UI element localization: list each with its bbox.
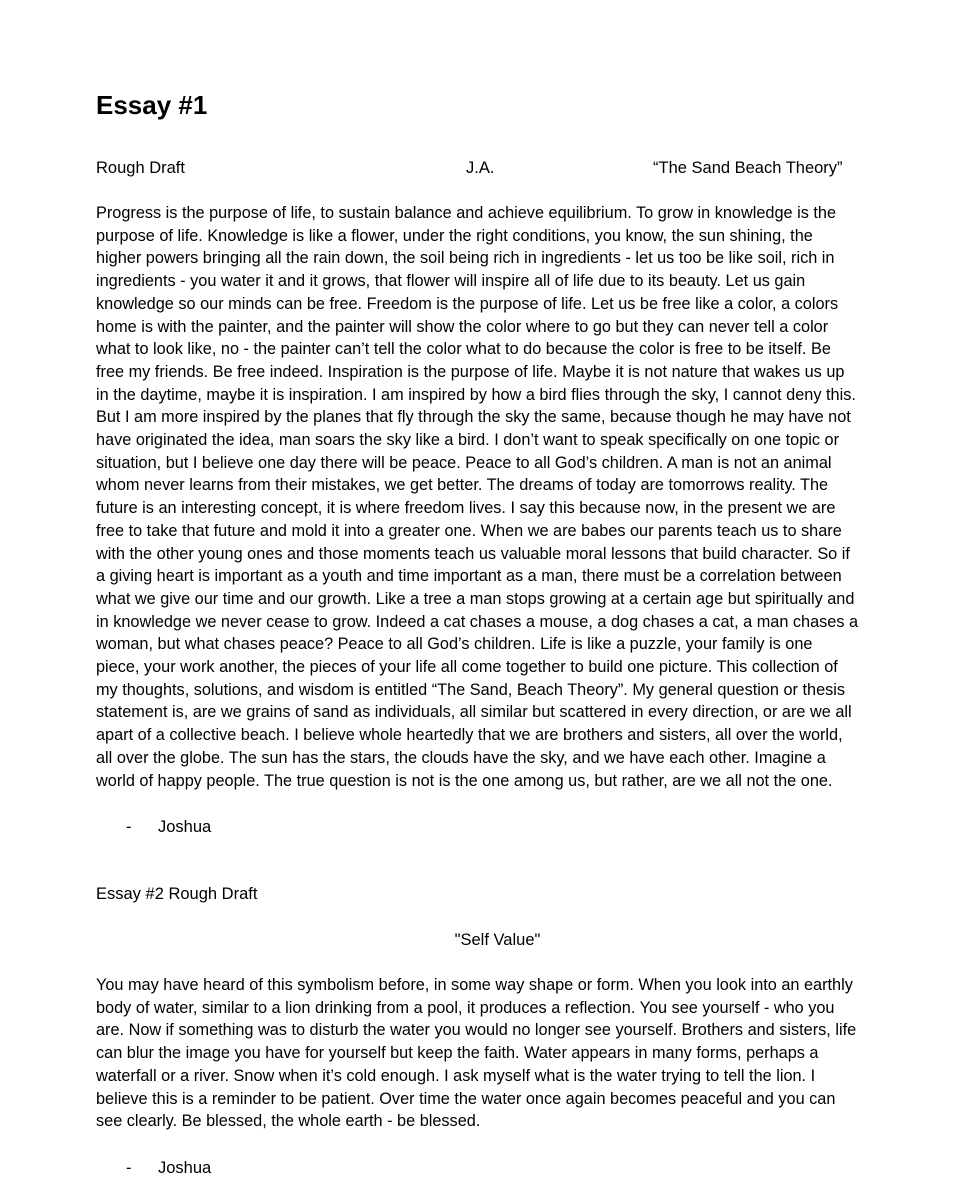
essay2-signature-dash: - (126, 1159, 132, 1177)
essay2-title: "Self Value" (454, 931, 541, 949)
essay1-signature-line (0, 816, 980, 838)
essay2-signature: Joshua (158, 1159, 212, 1177)
essay1-signature-dash: - (126, 818, 132, 836)
essay1-signature: Joshua (158, 818, 212, 836)
essay1-draft-label: Rough Draft (96, 159, 185, 177)
essay1-header-line (0, 157, 980, 179)
essay1-author-initials: J.A. (466, 159, 495, 177)
essay1-title: Essay #1 (96, 90, 208, 120)
essay1-body: Progress is the purpose of life, to sustain balance and achieve equilibrium. To grow in knowledge is the purpose of life. Knowledge is like a flower, under the right conditions, you know, the sun shining, the higher powers bringing all the rain down, the soil being rich in ingredients - let us too be like soil, rich in ingredients - you water it and it grows, that flower will inspire all of life due to its beauty. Let us gain knowledge so our minds can be free. Freedom is the purpose of life. Let us be free like a color, a colors home is with the painter, and the painter will show the color where to go but they can never tell a color what to look like, no - the painter can’t tell the color what to do because the color is free to be itself. Be free my friends. Be free indeed. Inspiration is the purpose of life. Maybe it is not nature that wakes us up in the daytime, maybe it is inspiration. I am inspired by how a bird flies through the sky, I cannot deny this. But I am more inspired by the planes that fly through the sky the same, because though he may have not have originated the idea, man soars the sky like a bird. I don’t want to speak specifically on one topic or situation, but I believe one day there will be peace. Peace to all God’s children. A man is not an animal whom never learns from their mistakes, we get better. The dreams of today are tomorrows reality. The future is an interesting concept, it is where freedom lives. I say this because now, in the present we are free to take that future and mold it into a greater one. When we are babes our parents teach us to share with the other young ones and those moments teach us valuable moral lessons that build character. So if a giving heart is important as a youth and time important as a man, there must be a correlation between what we give our time and our growth. Like a tree a man stops growing at a certain age but spiritually and in knowledge we never cease to grow. Indeed a cat chases a mouse, a dog chases a cat, a man chases a woman, but what chases peace? Peace to all God’s children. Life is like a puzzle, your family is one piece, your work another, the pieces of your life all come together to build one picture. This collection of my thoughts, solutions, and wisdom is entitled “The Sand, Beach Theory”. My general question or thesis statement is, are we grains of sand as individuals, all similar but scattered in every direction, or are we all apart of a collective beach. I believe whole heartedly that we are brothers and sisters, all over the world, all over the globe. The sun has the stars, the clouds have the sky, and we have each other. Imagine a world of happy people. The true question is not is the one among us, but rather, are we all not the one. (96, 204, 859, 790)
essay2-body: You may have heard of this symbolism before, in some way shape or form. When you look into an earthly body of water, similar to a lion drinking from a pool, it produces a reflection. You see yourself - who you are. Now if something was to disturb the water you would no longer see yourself. Brothers and sisters, life can blur the image you have for yourself but keep the faith. Water appears in many forms, perhaps a waterfall or a river. Snow when it’s cold enough. I ask myself what is the water trying to tell the lion. I believe this is a reminder to be patient. Over time the water once again becomes peaceful and you can see clearly. Be blessed, the whole earth - be blessed. (96, 976, 857, 1131)
essay1-subtitle: “The Sand Beach Theory” (653, 159, 843, 177)
essay2-heading: Essay #2 Rough Draft (96, 885, 258, 903)
essay2-signature-line (0, 1157, 980, 1179)
